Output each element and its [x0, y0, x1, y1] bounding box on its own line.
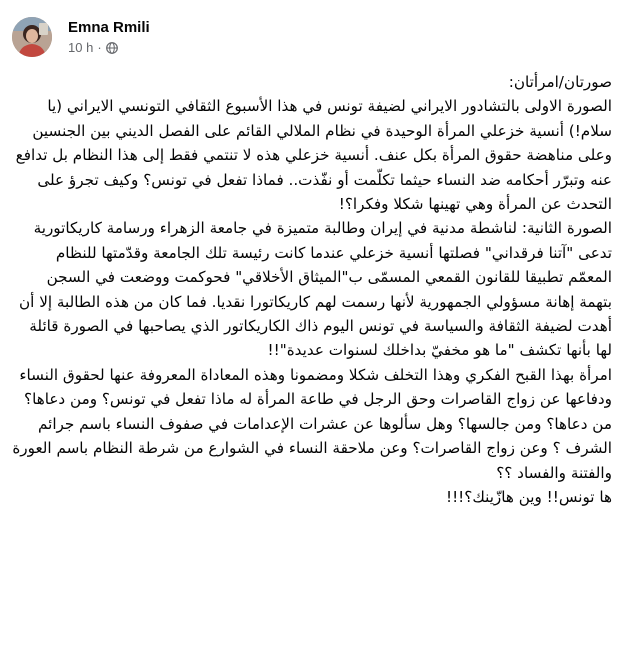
author-avatar[interactable] — [12, 17, 52, 57]
avatar-photo-icon — [12, 17, 52, 57]
post-meta — [68, 18, 150, 56]
post-subline — [68, 40, 150, 56]
post-paragraph: الصورة الاولى بالتشادور الايراني لضيفة تونس في هذا الأسبوع الثقافي التونسي الايراني (يا سلام!) أنسية خزعلي المرأة الوحيدة في نظام الملالي القائم على الفصل الديني بين الجنسين وعلى مناهضة حقوق المرأة بكل عنف. أنسية خزعلي هذه لا تنتمي فقط إلى هذا النظام بل تدافع عنه وتبرّر أحكامه ضد النساء حيثما تكلّمت أو نفّذت.. فماذا تفعل في تونس؟ وكيف تجرؤ على التحدث عن المرأة وهي تهينها شكلا وفكرا؟! — [15, 97, 612, 214]
post-time[interactable]: 10 h — [68, 40, 94, 55]
post-paragraph: الصورة الثانية: لناشطة مدنية في إيران وطالبة متميزة في جامعة الزهراء ورسامة كاريكاتورية تدعى "آتنا فرقداني" فصلتها أنسية خزعلي عندما كانت رئيسة تلك الجامعة وقدّمتها للنظام المعمّم تطبيقا للقانون القمعي المسمّى ب"الميثاق الأخلاقي" فحوكمت ووضعت في السجن بتهمة إهانة مسؤولي الجمهورية لأنها رسمت لهم كاريكاتورا نقديا. فما كان من هذه الطالبة إلا أن أهدت لضيفة الثقافة والسياسة في تونس اليوم ذاك الكاريكاتور الذي يصاحبها في الصورة قائلة لها بأنها تكشف "ما هو مخفيّ بداخلك لسنوات عديدة"!! — [19, 219, 612, 360]
post-body — [12, 70, 612, 509]
post-header — [12, 8, 150, 66]
post-paragraph: امرأة بهذا القبح الفكري وهذا التخلف شكلا ومضمونا وهذه المعاداة المعروفة عنها لحقوق النساء ودفاعها عن زواج القاصرات وحق الرجل في طاعة المرأة له ماذا تفعل في تونس؟ ومن دعاها؟ من دعاها؟ ومن جالسها؟ وهل سألوها عن عشرات الإعدامات في صفوف النساء باسم جرائم الشرف ؟ وعن زواج القاصرات؟ وعن ملاحقة النساء في الشوارع من شرطة النظام باسم العورة والفتنة والفساد ؟؟ — [12, 365, 612, 482]
post-paragraph: صورتان/امرأتان: — [508, 73, 612, 91]
post-paragraph: ها تونس!! وين هازّينك؟!!! — [446, 487, 612, 506]
author-name[interactable]: Emna Rmili — [68, 19, 150, 36]
separator-dot: · — [97, 40, 102, 55]
globe-icon[interactable] — [106, 42, 118, 54]
